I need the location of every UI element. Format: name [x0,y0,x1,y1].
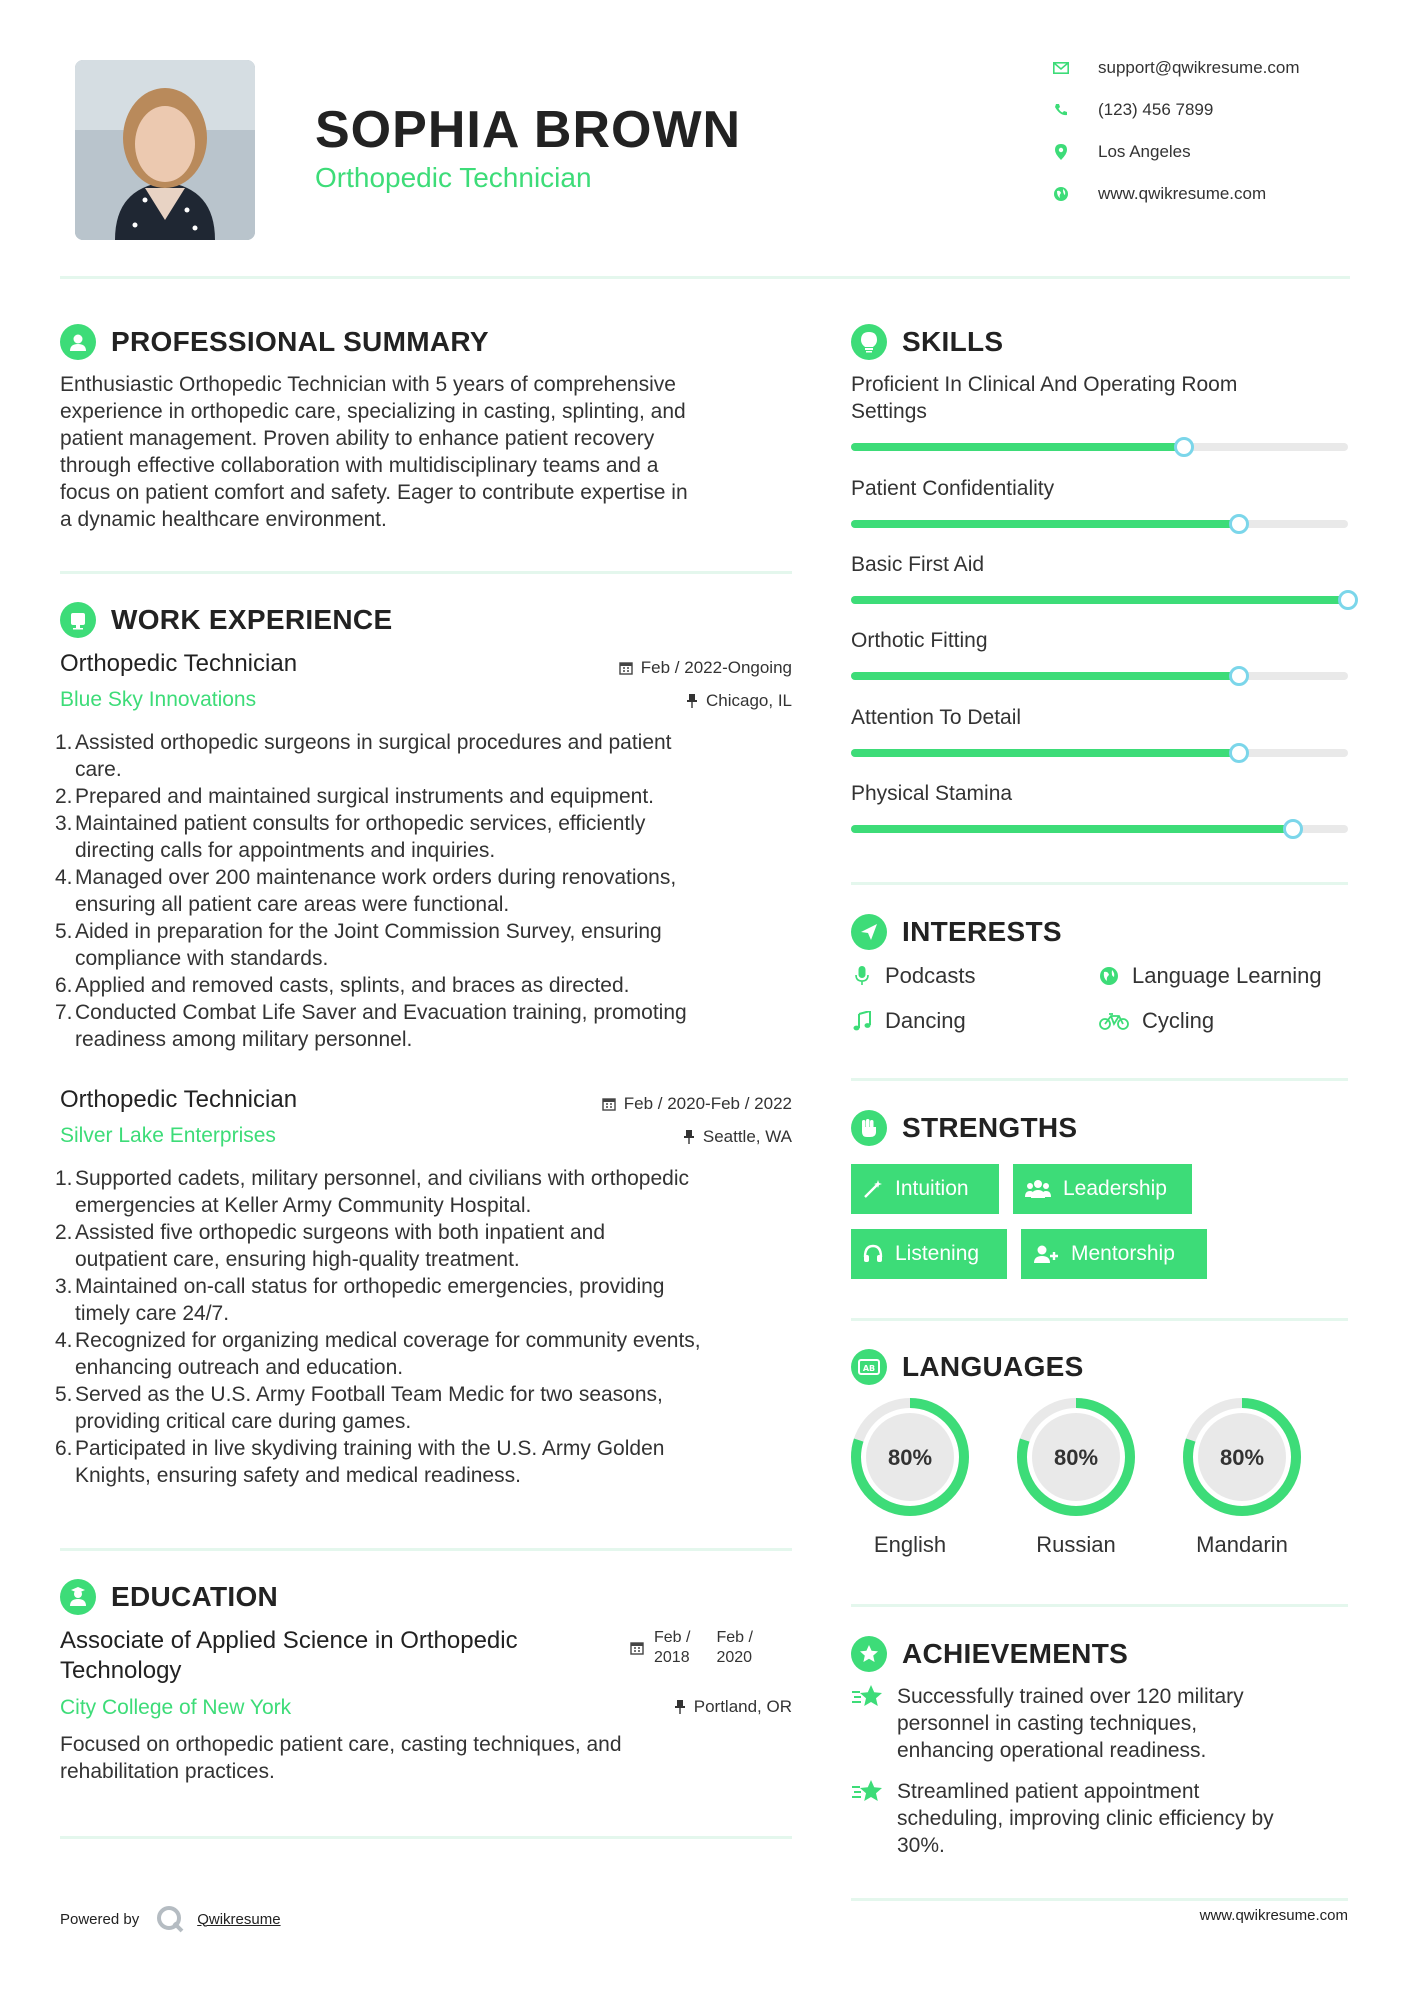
skill-bar-knob [1229,666,1249,686]
qwikresume-link[interactable]: Qwikresume [197,1910,281,1928]
skill-bar-knob [1338,590,1358,610]
skill-bar [851,672,1348,680]
group-icon [1025,1179,1051,1199]
language-name: Russian [1036,1532,1116,1557]
candidate-name: SOPHIA BROWN [315,101,742,159]
envelope-icon [1052,59,1070,77]
skill-bar-fill [851,672,1239,680]
user-icon [60,324,96,360]
map-pin-icon [1052,143,1070,161]
award-icon [851,1636,887,1672]
list-item: 7. Conducted Combat Life Saver and Evacuation training, promoting readiness among military personnel. [55,1001,687,1051]
education-location-text: Portland, OR [693,1697,792,1716]
interest-label: Cycling [1142,1008,1215,1033]
headphones-icon [863,1244,883,1264]
summary-line: experience in orthopedic care, specializing in casting, splinting, and [60,400,686,423]
magic-wand-icon [863,1179,883,1199]
job-dates [500,658,792,678]
bicycle-icon [1098,1012,1130,1030]
skill-bar [851,749,1348,757]
school-name: City College of New York [60,1696,292,1719]
strengths-divider [851,1318,1348,1321]
powered-by [60,1904,281,1934]
summary-heading [60,324,489,360]
contact-email[interactable] [1052,58,1300,78]
education-desc-line: Focused on orthopedic patient care, casting techniques, and [60,1733,622,1756]
pushpin-icon [674,1700,686,1714]
list-item: 2. Prepared and maintained surgical instruments and equipment. [55,785,655,808]
interests-heading [851,914,1062,950]
fist-icon [851,1110,887,1146]
skills-title: SKILLS [902,326,1004,357]
strength-tag [1021,1229,1207,1279]
experience-divider [60,1548,792,1551]
languages-heading [851,1349,1084,1385]
summary-divider [60,571,792,574]
job-dates-text: Feb / 2020-Feb / 2022 [623,1094,792,1113]
contact-phone-text: (123) 456 7899 [1098,100,1214,119]
job-title: Orthopedic Technician [60,1086,298,1113]
education-description [60,1731,800,1785]
language-percent: 80% [887,1445,933,1470]
job-location [500,691,792,711]
summary-title: PROFESSIONAL SUMMARY [111,326,489,357]
list-item: 6. Participated in live skydiving training with the U.S. Army Golden Knights, ensuring safety and medical readiness. [55,1437,665,1487]
skill-bar-knob [1229,743,1249,763]
header-divider [60,276,1350,279]
skill-bar [851,596,1348,604]
experience-heading [60,602,392,638]
interest-item [851,1008,966,1034]
job-location [500,1127,792,1147]
language-name: Mandarin [1196,1532,1288,1557]
lightbulb-icon [851,324,887,360]
education-heading [60,1579,278,1615]
education-start-date: Feb / 2018 [654,1629,691,1666]
strength-tag [1013,1164,1192,1214]
job-company: Blue Sky Innovations [60,688,257,711]
user-plus-icon [1033,1244,1059,1264]
education-title: EDUCATION [111,1581,279,1612]
language-icon [851,1349,887,1385]
education-divider [60,1836,792,1839]
globe-icon [1098,966,1120,986]
strengths-title: STRENGTHS [902,1112,1078,1143]
interest-item [851,963,976,989]
skill-bar-fill [851,443,1184,451]
language-percent: 80% [1219,1445,1265,1470]
contact-location [1052,142,1191,162]
summary-line: focus on patient comfort and safety. Eager to contribute expertise in [60,481,688,504]
list-item: 3. Maintained on-call status for orthopedic emergencies, providing timely care 24/7. [55,1275,665,1325]
skill-bar-fill [851,520,1239,528]
interest-label: Language Learning [1132,963,1322,988]
skill-bar-knob [1229,514,1249,534]
interest-item [1098,1008,1214,1034]
music-note-icon [851,1011,873,1031]
list-item: 2. Assisted five orthopedic surgeons with both inpatient and outpatient care, ensuring high-quality treatment. [55,1221,605,1271]
strength-tag [851,1164,999,1214]
contact-website-text: www.qwikresume.com [1098,184,1267,203]
skill-name: Patient Confidentiality [851,477,1055,500]
education-desc-line: rehabilitation practices. [60,1760,275,1783]
summary-text [60,371,800,533]
powered-by-text: Powered by [60,1910,140,1928]
list-item: 6. Applied and removed casts, splints, and braces as directed. [55,974,630,997]
skill-name: Orthotic Fitting [851,629,988,652]
skill-name: Basic First Aid [851,553,985,576]
language-ring [1015,1396,1137,1518]
skill-bar-knob [1174,437,1194,457]
strengths-heading [851,1110,1077,1146]
profile-portrait-icon [75,60,255,240]
education-end-date: Feb / 2020 [716,1629,753,1666]
interest-label: Dancing [885,1008,966,1033]
job-title: Orthopedic Technician [60,650,298,677]
list-item: 3. Maintained patient consults for orthopedic services, efficiently directing calls for appointments and inquiries. [55,812,646,862]
list-item: 4. Managed over 200 maintenance work orders during renovations, ensuring all patient care areas were functional. [55,866,677,916]
language-ring [1181,1396,1303,1518]
interests-divider [851,1078,1348,1081]
footer-website[interactable]: www.qwikresume.com [1199,1907,1348,1924]
microphone-icon [851,966,873,986]
calendar-icon [630,1641,644,1655]
svg-text:AB: AB [862,1364,876,1373]
profile-photo [75,60,255,240]
job-location-text: Seattle, WA [702,1127,792,1146]
list-item: 5. Aided in preparation for the Joint Commission Survey, ensuring compliance with standards. [55,920,662,970]
achievements-divider [851,1898,1348,1901]
skills-divider [851,882,1348,885]
job-duties-list [55,1165,800,1489]
contact-location-text: Los Angeles [1098,142,1191,161]
interests-title: INTERESTS [902,916,1062,947]
achievement-item [851,1778,1274,1859]
interest-label: Podcasts [885,963,976,988]
achievements-title: ACHIEVEMENTS [902,1638,1129,1669]
achievement-item [851,1683,1244,1764]
strength-label: Intuition [895,1177,969,1200]
paper-plane-icon [851,914,887,950]
list-item: 5. Served as the U.S. Army Football Team Medic for two seasons, providing critical care during games. [55,1383,663,1433]
calendar-icon [619,661,633,675]
summary-line: through effective collaboration with multidisciplinary teams and a [60,454,659,477]
strength-tag [851,1229,1007,1279]
skill-bar [851,520,1348,528]
skill-bar-fill [851,596,1348,604]
skill-bar-fill [851,825,1293,833]
achievement-text: Streamlined patient appointment scheduling, improving clinic efficiency by 30%. [897,1780,1274,1857]
skill-bar-knob [1283,819,1303,839]
graduation-icon [60,1579,96,1615]
job-dates-text: Feb / 2022-Ongoing [640,658,792,677]
language-percent: 80% [1053,1445,1099,1470]
language-name: English [873,1532,947,1557]
skill-bar [851,443,1348,451]
achievement-text: Successfully trained over 120 military personnel in casting techniques, enhancing operational readiness. [897,1685,1244,1762]
education-location [500,1697,792,1717]
job-company: Silver Lake Enterprises [60,1124,276,1147]
skills-heading [851,324,1003,360]
globe-icon [1052,185,1070,203]
phone-icon [1052,101,1070,119]
skill-bar [851,825,1348,833]
contact-phone[interactable] [1052,100,1213,120]
summary-line: a dynamic healthcare environment. [60,508,387,531]
job-dates [500,1094,792,1114]
candidate-title: Orthopedic Technician [315,162,592,193]
skill-name: Proficient In Clinical And Operating Room Settings [851,373,1238,423]
skill-bar-fill [851,749,1239,757]
briefcase-icon [60,602,96,638]
experience-title: WORK EXPERIENCE [111,604,393,635]
strength-label: Listening [895,1242,980,1265]
degree-line: Technology [60,1657,182,1684]
pushpin-icon [683,1130,695,1144]
pushpin-icon [686,694,698,708]
contact-website[interactable] [1052,184,1266,204]
calendar-icon [602,1097,616,1111]
language-ring [849,1396,971,1518]
interest-item [1098,963,1322,989]
qwikresume-logo-icon [155,1904,185,1934]
list-item: 1. Assisted orthopedic surgeons in surgical procedures and patient care. [55,731,672,781]
strength-label: Mentorship [1071,1242,1175,1265]
contact-email-text: support@qwikresume.com [1098,58,1300,77]
star-icon [851,1778,885,1859]
list-item: 4. Recognized for organizing medical coverage for community events, enhancing outreach and education. [55,1329,701,1379]
job-location-text: Chicago, IL [706,691,792,710]
list-item: 1. Supported cadets, military personnel, and civilians with orthopedic emergencies at Keller Army Community Hospital. [55,1167,689,1217]
achievements-heading [851,1636,1128,1672]
languages-title: LANGUAGES [902,1351,1084,1382]
degree-line: Associate of Applied Science in Orthopedic [60,1627,518,1654]
job-duties-list [55,729,800,1053]
star-icon [851,1683,885,1764]
education-dates [630,1628,753,1668]
strength-label: Leadership [1063,1177,1167,1200]
skill-name: Attention To Detail [851,706,1022,729]
summary-line: Enthusiastic Orthopedic Technician with 5 years of comprehensive [60,373,676,396]
languages-divider [851,1604,1348,1607]
degree-title [60,1626,620,1686]
summary-line: patient management. Proven ability to enhance patient recovery [60,427,655,450]
skill-name: Physical Stamina [851,782,1013,805]
